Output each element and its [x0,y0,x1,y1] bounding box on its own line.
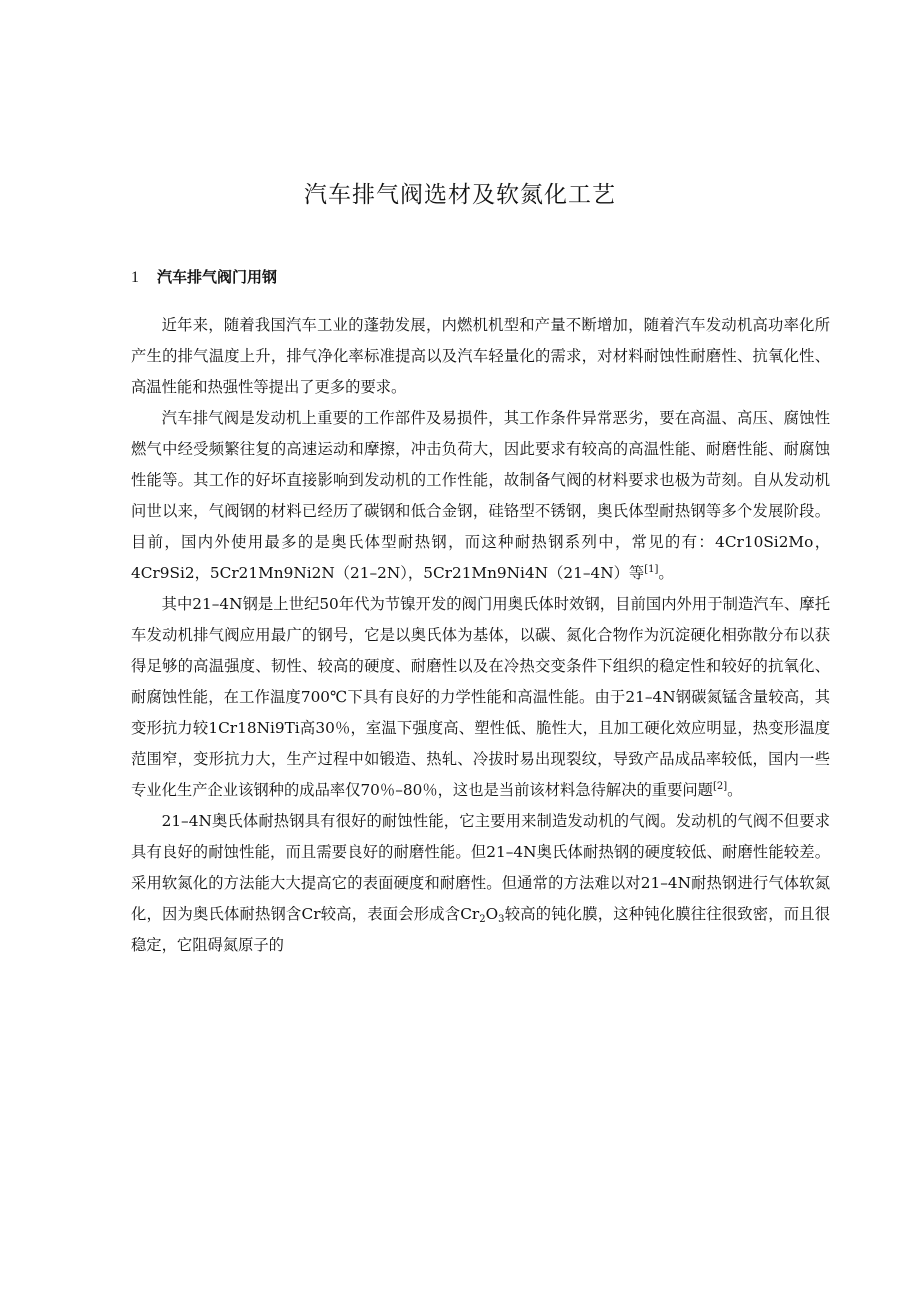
paragraph-text: 其中21–4N钢是上世纪50年代为节镍开发的阀门用奥氏体时效钢，目前国内外用于制造汽车、摩托车发动机排气阀应用最广的钢号，它是以奥氏体为基体，以碳、氮化合物作为沉淀硬化相弥散分布以获得足够的高温强度、韧性、较高的硬度、耐磨性以及在冷热交变条件下组织的稳定性和较好的抗氧化、耐腐蚀性能，在工作温度700℃下具有良好的力学性能和高温性能。由于21–4N钢碳氮锰含量较高，其变形抗力较1Cr18Ni9Ti高30％，室温下强度高、塑性低、脆性大，且加工硬化效应明显，热变形温度范围窄，变形抗力大，生产过程中如锻造、热轧、冷拔时易出现裂纹，导致产品成品率较低，国内一些专业化生产企业该钢种的成品率仅70％–80％，这也是当前该材料急待解决的重要问题 [131,595,830,799]
document-title: 汽车排气阀选材及软氮化工艺 [304,182,616,208]
paragraph-1 [131,310,830,403]
subscript: 2 [479,914,486,925]
paragraph-text: 较高的钝化膜，这种钝化膜往往很致密，而且很稳定，它阻碍氮原子的 [131,905,830,954]
document-body [131,310,830,961]
section-number: 1 [131,269,139,286]
paragraph-text: 汽车排气阀是发动机上重要的工作部件及易损件，其工作条件异常恶劣，要在高温、高压、腐蚀性燃气中经受频繁往复的高速运动和摩擦，冲击负荷大，因此要求有较高的高温性能、耐磨性能、耐腐蚀性能等。其工作的好坏直接影响到发动机的工作性能，故制备气阀的材料要求也极为苛刻。自从发动机问世以来，气阀钢的材料已经历了碳钢和低合金钢，硅铬型不锈钢，奥氏体型耐热钢等多个发展阶段。目前，国内外使用最多的是奥氏体型耐热钢，而这种耐热钢系列中，常见的有：4Cr10Si2Mo，4Cr9Si2，5Cr21Mn9Ni2N（21–2N），5Cr21Mn9Ni4N（21–4N）等 [131,409,830,582]
section-title: 汽车排气阀门用钢 [157,268,278,286]
paragraph-4 [131,806,830,961]
paragraph-3 [131,589,830,806]
section-heading [131,266,277,287]
citation-ref: [2] [712,781,728,792]
formula-part: O [485,905,499,923]
paragraph-2 [131,403,830,589]
citation-ref: [1] [644,564,659,575]
subscript: 3 [498,914,505,925]
paragraph-text: 近年来，随着我国汽车工业的蓬勃发展，内燃机机型和产量不断增加，随着汽车发动机高功率化所产生的排气温度上升，排气净化率标准提高以及汽车轻量化的需求，对材料耐蚀性耐磨性、抗氧化性、高温性能和热强性等提出了更多的要求。 [131,316,830,396]
paragraph-tail: 。 [658,564,674,582]
paragraph-tail: 。 [727,781,743,799]
paragraph-text: 21–4N奥氏体耐热钢具有很好的耐蚀性能，它主要用来制造发动机的气阀。发动机的气阀不但要求具有良好的耐蚀性能，而且需要良好的耐磨性能。但21–4N奥氏体耐热钢的硬度较低、耐磨性能较差。采用软氮化的方法能大大提高它的表面硬度和耐磨性。但通常的方法难以对21–4N耐热钢进行气体软氮化，因为奥氏体耐热钢含Cr较高，表面会形成含Cr [131,812,830,923]
